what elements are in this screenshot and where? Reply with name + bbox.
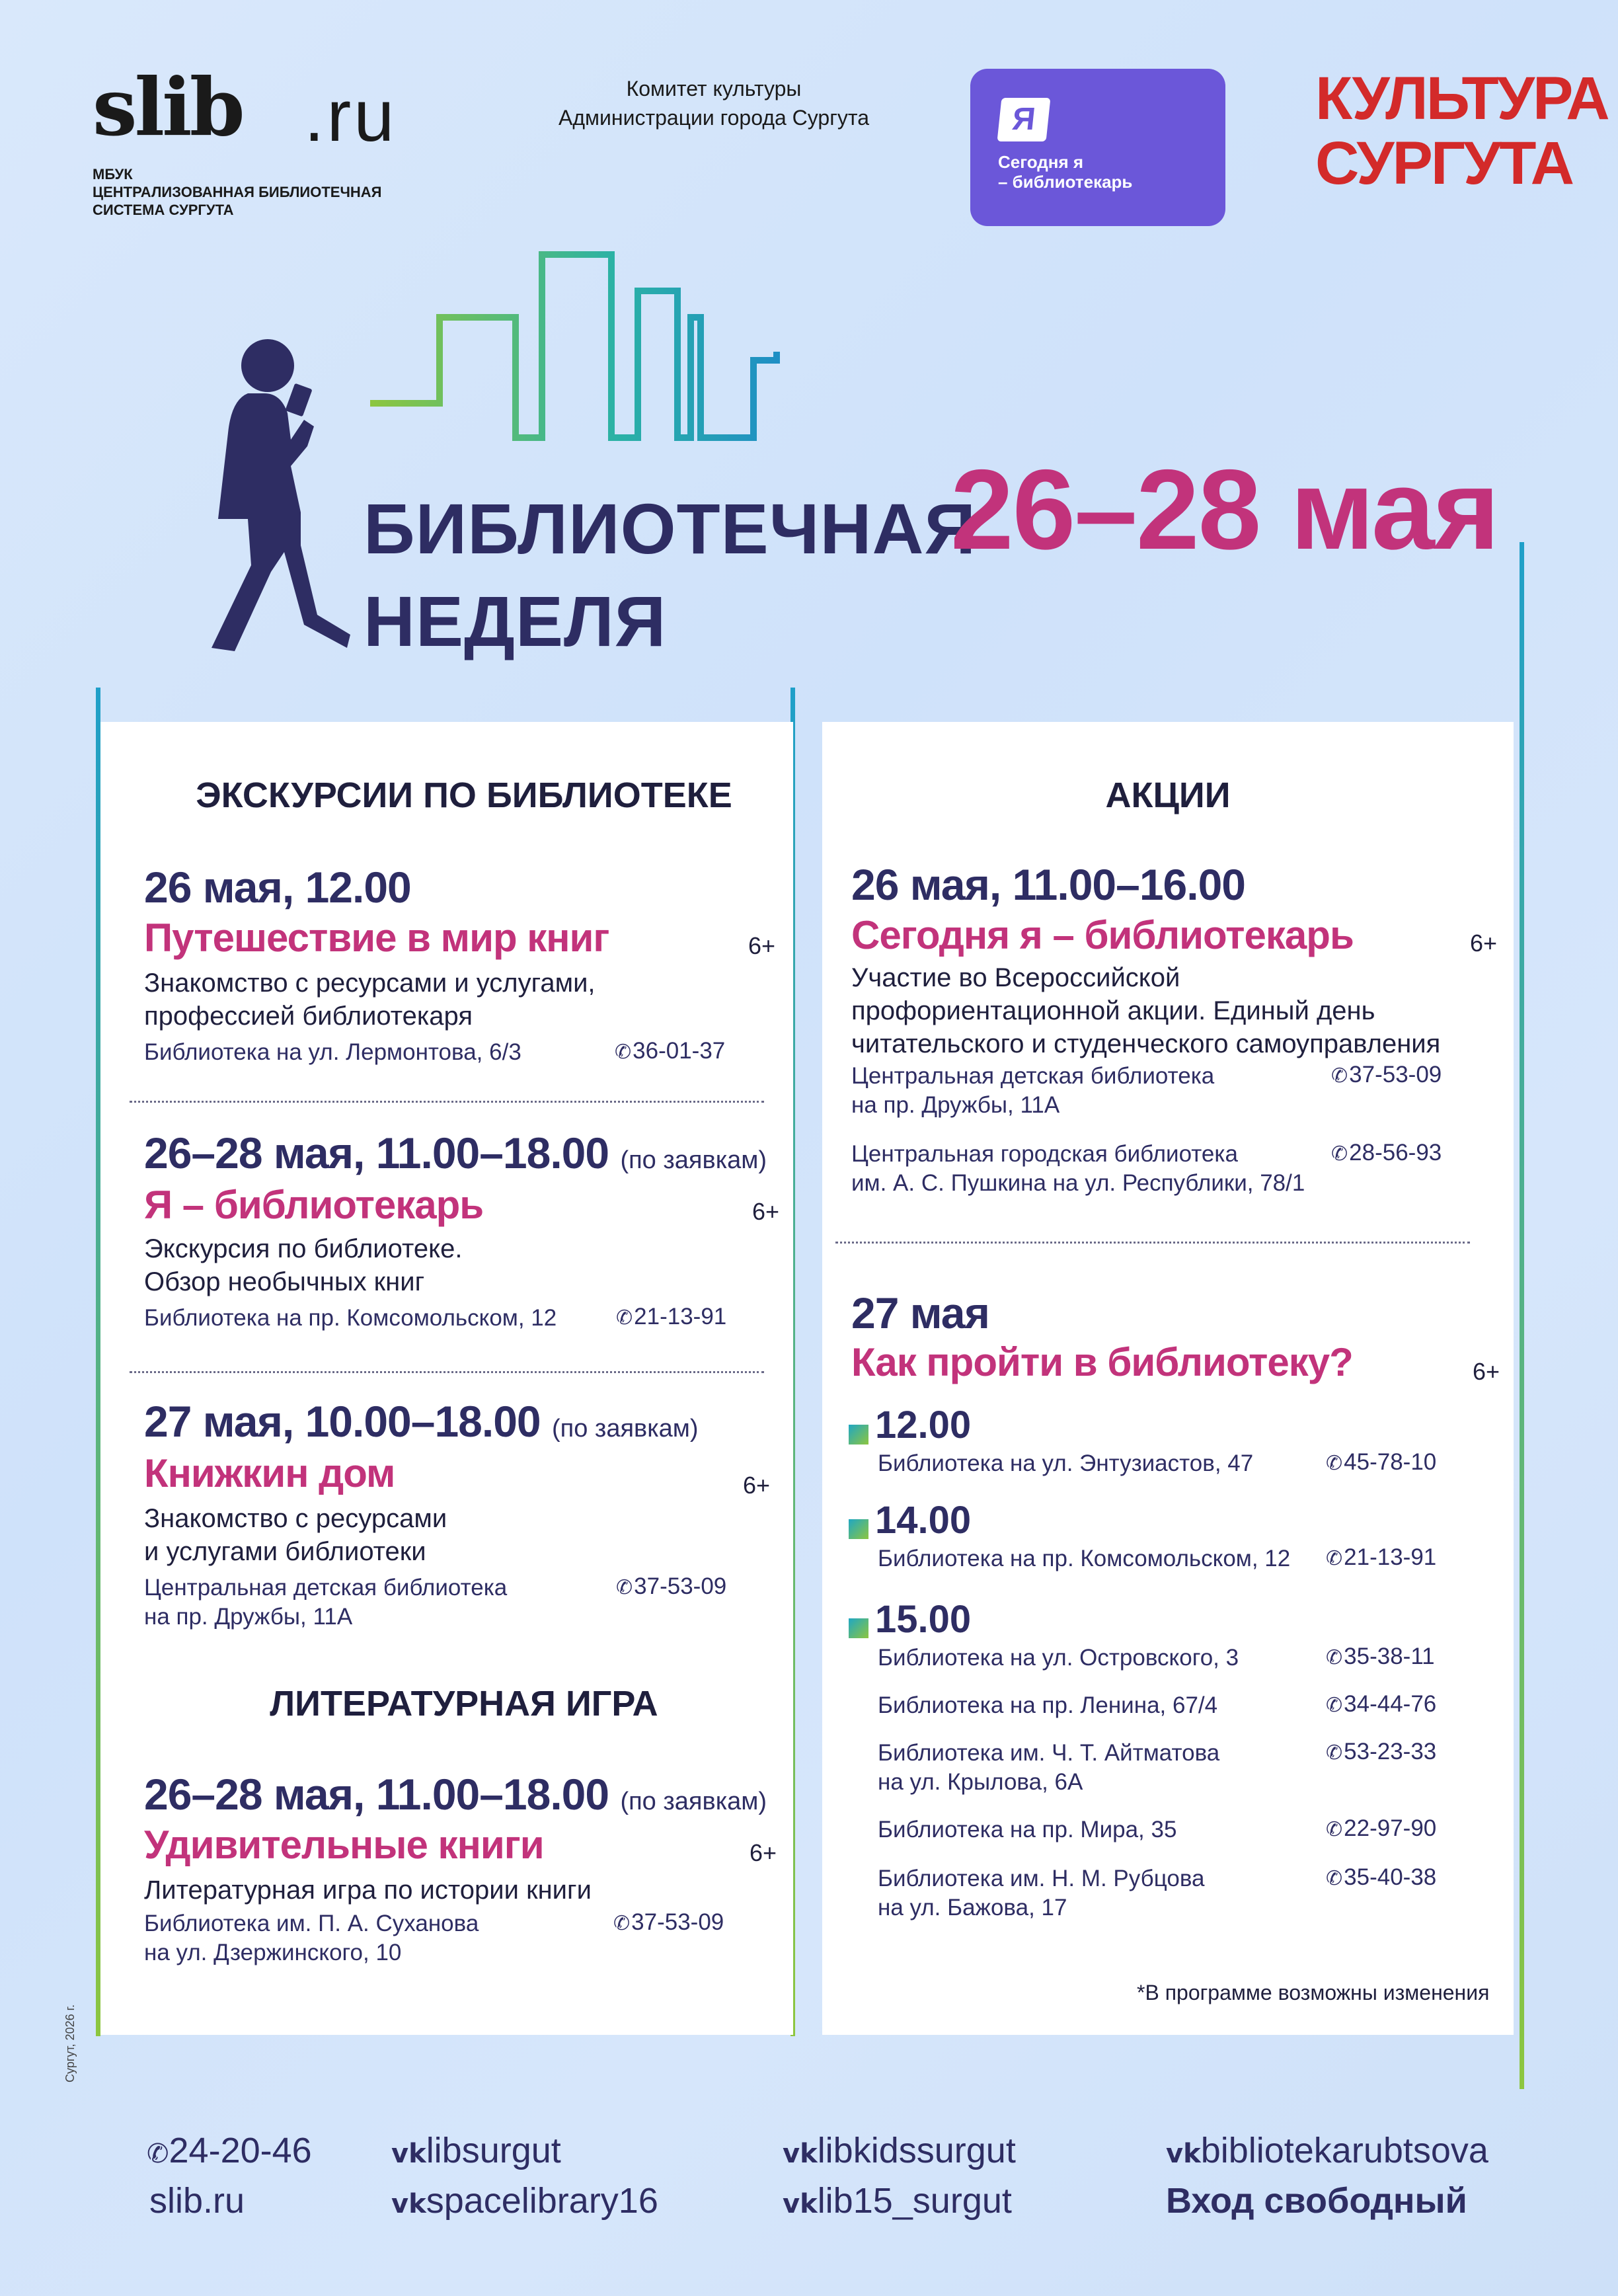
- event-description: Знакомство с ресурсами и услугами, профессией библиотекаря: [144, 969, 596, 1031]
- event-description: Знакомство с ресурсами и услугами библиотеки: [144, 1504, 447, 1566]
- phone-number: ✆ 34-44-76: [1326, 1691, 1436, 1718]
- event-date: 27 мая, 10.00–18.00 (по заявкам): [144, 1397, 699, 1446]
- time-slot: 15.00: [875, 1598, 972, 1641]
- event-location: Библиотека на ул. Энтузиастов, 47: [878, 1450, 1254, 1476]
- divider: [130, 1371, 764, 1373]
- event-title: Сегодня я – библиотекарь: [851, 913, 1354, 957]
- gradient-bullet-icon: [849, 1425, 868, 1445]
- event-date: 26–28 мая, 11.00–18.00 (по заявкам): [144, 1128, 767, 1177]
- event-location: Библиотека на пр. Мира, 35: [878, 1817, 1177, 1842]
- free-entry-text: Вход свободный: [1166, 2181, 1467, 2221]
- program-change-note: *В программе возможны изменения: [1137, 1981, 1490, 2004]
- phone-icon: ✆: [147, 2139, 169, 2168]
- vk-link-libkidssurgut[interactable]: vklibkidssurgut: [783, 2131, 1016, 2170]
- event-location: Центральная детская библиотека на пр. Дружбы, 11А: [851, 1063, 1215, 1118]
- phone-number: ✆ 37-53-09: [1331, 1062, 1442, 1088]
- event-date: 26–28 мая, 11.00–18.00 (по заявкам): [144, 1770, 767, 1819]
- side-note: Сургут, 2026 г.: [63, 2004, 77, 2082]
- age-rating: 6+: [1470, 930, 1498, 957]
- event-location: Центральная детская библиотека на пр. Дружбы, 11А: [144, 1575, 508, 1630]
- event-title: Путешествие в мир книг: [144, 916, 609, 960]
- divider: [130, 1101, 764, 1103]
- vk-icon: vk: [391, 2189, 426, 2219]
- section-heading-literary-game: ЛИТЕРАТУРНАЯ ИГРА: [270, 1684, 658, 1723]
- event-location: Библиотека им. П. А. Суханова на ул. Дзержинского, 10: [144, 1911, 479, 1965]
- footer-site-link[interactable]: slib.ru: [149, 2181, 245, 2221]
- phone-number: ✆ 37-53-09: [616, 1573, 726, 1600]
- event-description: Экскурсия по библиотеке. Обзор необычных книг: [144, 1234, 463, 1296]
- vk-link-lib15-surgut[interactable]: vklib15_surgut: [783, 2181, 1012, 2221]
- event-date: 26 мая, 12.00: [144, 863, 411, 912]
- event-location: Библиотека на пр. Комсомольском, 12: [878, 1546, 1291, 1571]
- phone-number: ✆ 21-13-91: [616, 1304, 726, 1330]
- event-location: Библиотека им. Ч. Т. Айтматова на ул. Крылова, 6А: [878, 1740, 1220, 1795]
- age-rating: 6+: [750, 1839, 777, 1866]
- phone-number: ✆ 35-38-11: [1326, 1643, 1435, 1670]
- section-heading-excursions: ЭКСКУРСИИ ПО БИБЛИОТЕКЕ: [196, 775, 732, 815]
- badge-label: Сегодня я – библиотекарь: [998, 152, 1133, 192]
- footer-phone: ✆24-20-46: [147, 2131, 312, 2170]
- vk-link-bibliotekarubtsova[interactable]: vkbibliotekarubtsova: [1166, 2131, 1488, 2170]
- event-description: Участие во Всероссийской профориентационной акции. Единый день читательского и студенческого самоуправления: [851, 963, 1441, 1058]
- age-rating: 6+: [748, 932, 776, 959]
- event-location: Центральная городская библиотека им. А. С. Пушкина на ул. Республики, 78/1: [851, 1141, 1305, 1196]
- reader-figure-icon: [192, 334, 357, 664]
- event-title: Я – библиотекарь: [144, 1183, 484, 1227]
- vk-link-libsurgut[interactable]: vklibsurgut: [391, 2131, 561, 2170]
- kultura-surguta-logo: КУЛЬТУРА СУРГУТА: [1315, 65, 1608, 197]
- page-title: БИБЛИОТЕЧНАЯ НЕДЕЛЯ: [364, 489, 977, 661]
- slib-logo-domain: .ru: [304, 75, 397, 157]
- phone-number: ✆ 45-78-10: [1326, 1449, 1436, 1476]
- event-location: Библиотека на ул. Лермонтова, 6/3: [144, 1039, 521, 1065]
- event-location: Библиотека на ул. Островского, 3: [878, 1645, 1239, 1671]
- age-rating: 6+: [1473, 1358, 1500, 1385]
- section-heading-actions: АКЦИИ: [1105, 775, 1231, 815]
- phone-number: ✆ 21-13-91: [1326, 1544, 1436, 1571]
- vk-icon: vk: [391, 2139, 426, 2169]
- left-accent-bar: [96, 688, 100, 2036]
- phone-number: ✆ 37-53-09: [613, 1909, 724, 1936]
- gradient-bullet-icon: [849, 1519, 868, 1539]
- logo-subtitle: МБУК ЦЕНТРАЛИЗОВАННАЯ БИБЛИОТЕЧНАЯ СИСТЕМА СУРГУТА: [93, 166, 382, 218]
- age-rating: 6+: [743, 1472, 771, 1499]
- excursions-panel: [100, 722, 793, 2035]
- event-date: 26 мая, 11.00–16.00: [851, 860, 1245, 909]
- event-dates: 26–28 мая: [950, 446, 1499, 573]
- event-location: Библиотека на пр. Комсомольском, 12: [144, 1305, 557, 1331]
- event-title: Книжкин дом: [144, 1451, 395, 1495]
- ya-icon: Я: [997, 98, 1051, 141]
- actions-panel: [822, 722, 1514, 2035]
- slib-logo: slib: [93, 61, 243, 154]
- vk-icon: vk: [783, 2139, 818, 2169]
- committee-text: Комитет культуры Администрации города Сургута: [559, 77, 869, 130]
- time-slot: 12.00: [875, 1404, 972, 1446]
- age-rating: 6+: [752, 1198, 780, 1225]
- event-date: 27 мая: [851, 1288, 989, 1337]
- phone-number: ✆ 22-97-90: [1326, 1815, 1436, 1842]
- vk-link-spacelibrary16[interactable]: vkspacelibrary16: [391, 2181, 658, 2221]
- time-slot: 14.00: [875, 1499, 972, 1542]
- phone-number: ✆ 36-01-37: [615, 1038, 725, 1064]
- phone-number: ✆ 53-23-33: [1326, 1739, 1436, 1765]
- divider: [835, 1242, 1470, 1244]
- event-location: Библиотека на пр. Ленина, 67/4: [878, 1692, 1218, 1718]
- phone-number: ✆ 35-40-38: [1326, 1864, 1436, 1891]
- phone-number: ✆ 28-56-93: [1331, 1140, 1442, 1166]
- event-location: Библиотека им. Н. М. Рубцова на ул. Бажова, 17: [878, 1866, 1205, 1920]
- vk-icon: vk: [783, 2189, 818, 2219]
- event-description: Литературная игра по истории книги: [144, 1876, 592, 1905]
- vk-icon: vk: [1166, 2139, 1201, 2169]
- event-title: Удивительные книги: [144, 1823, 544, 1867]
- right-accent-bar: [1520, 542, 1524, 2089]
- gradient-bullet-icon: [849, 1618, 868, 1638]
- event-title: Как пройти в библиотеку?: [851, 1340, 1353, 1384]
